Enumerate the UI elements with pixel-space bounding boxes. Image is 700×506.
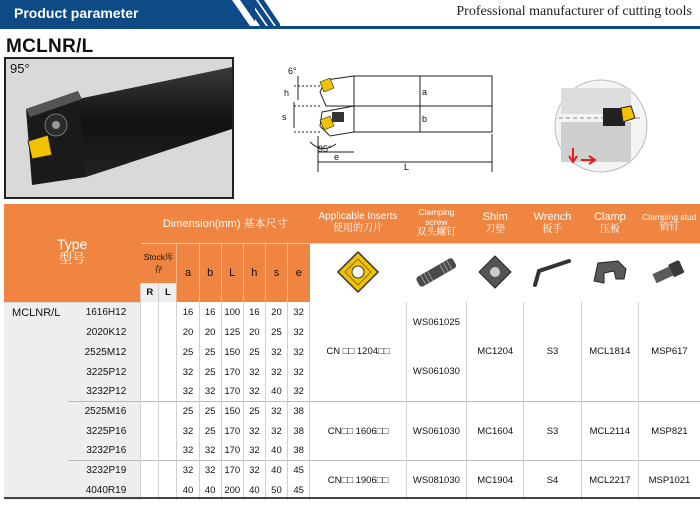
screw-icon — [411, 252, 461, 292]
cell-a: 25 — [177, 343, 199, 363]
cell-e: 32 — [288, 343, 310, 363]
cell-b: 25 — [199, 362, 221, 382]
acc-header-stud-cn: 销钉 — [659, 222, 680, 234]
stock-r — [141, 461, 159, 481]
dim-col-e: e — [288, 243, 310, 302]
cell-e: 45 — [288, 461, 310, 481]
cell-s: 25 — [265, 323, 287, 343]
row-code: 3232P12 — [68, 382, 140, 402]
cell-L: 125 — [221, 323, 243, 343]
table-row — [4, 302, 700, 323]
acc-header-screw-en: Clamping screw — [418, 207, 455, 228]
drawing-label-h: h — [284, 88, 290, 98]
cell-s: 20 — [265, 302, 287, 323]
cell-s: 32 — [265, 421, 287, 441]
cell-L: 150 — [221, 402, 243, 422]
technical-drawing — [270, 62, 500, 180]
cell-e: 32 — [288, 323, 310, 343]
acc-header-clamp — [581, 204, 638, 243]
row-code: 2525M12 — [68, 343, 140, 363]
wrench-g16: S3 — [524, 402, 581, 461]
table-row — [4, 461, 700, 481]
drawing-label-a: a — [422, 87, 428, 97]
row-code: 4040R19 — [68, 480, 140, 500]
clamp-g19: MCL2217 — [581, 461, 638, 500]
dimension-header: Dimension(mm) 基本尺寸 — [141, 204, 310, 243]
tool-holder-icon — [6, 59, 232, 197]
stock-l — [159, 441, 177, 461]
drawing-label-s: s — [282, 112, 287, 122]
cell-a: 25 — [177, 402, 199, 422]
row-code: 2525M16 — [68, 402, 140, 422]
drawing-label-b: b — [422, 114, 428, 124]
shim-g19: MC1904 — [467, 461, 524, 500]
table-row — [4, 402, 700, 422]
cell-a: 32 — [177, 441, 199, 461]
screw-g19: WS081030 — [406, 461, 466, 500]
row-code: 3225P12 — [68, 362, 140, 382]
cell-L: 200 — [221, 480, 243, 500]
cell-L: 170 — [221, 382, 243, 402]
parameter-table — [4, 204, 700, 500]
stock-l — [159, 302, 177, 323]
cell-h: 25 — [243, 402, 265, 422]
row-code: 1616H12 — [68, 302, 140, 323]
cell-e: 38 — [288, 402, 310, 422]
cell-h: 25 — [243, 343, 265, 363]
cell-e: 32 — [288, 362, 310, 382]
row-code: 3232P19 — [68, 461, 140, 481]
cell-h: 32 — [243, 461, 265, 481]
cell-h: 32 — [243, 441, 265, 461]
product-photo — [4, 57, 234, 199]
banner-stripes-icon — [232, 0, 280, 26]
clamp-g12: MCL1814 — [581, 302, 638, 401]
acc-header-screw — [406, 204, 466, 243]
stock-l — [159, 362, 177, 382]
row-code: 3232P16 — [68, 441, 140, 461]
acc-header-inserts — [310, 204, 407, 243]
acc-header-shim — [467, 204, 524, 243]
cell-s: 32 — [265, 362, 287, 382]
stock-r — [141, 441, 159, 461]
wrench-icon — [531, 255, 575, 289]
cell-s: 32 — [265, 402, 287, 422]
acc-header-screw-cn: 双头螺钉 — [416, 227, 457, 239]
shim-image — [467, 243, 524, 302]
type-header — [4, 204, 141, 302]
stock-r — [141, 382, 159, 402]
cell-h: 16 — [243, 302, 265, 323]
cell-b: 32 — [199, 441, 221, 461]
stock-col-r: R — [141, 283, 159, 303]
insert-g19: CN□□ 1906□□ — [310, 461, 407, 500]
acc-header-inserts-en: Applicable Inserts — [318, 211, 398, 223]
cell-b: 40 — [199, 480, 221, 500]
cell-e: 38 — [288, 441, 310, 461]
stock-l — [159, 461, 177, 481]
shim-icon — [476, 253, 514, 291]
cell-h: 32 — [243, 421, 265, 441]
stock-header-cn: 库存 — [154, 252, 174, 275]
cell-a: 32 — [177, 362, 199, 382]
cell-b: 20 — [199, 323, 221, 343]
stock-l — [159, 323, 177, 343]
stud-icon — [647, 255, 691, 289]
top-banner — [0, 0, 700, 30]
stock-l — [159, 343, 177, 363]
screw-g12b: WS061030 — [406, 343, 466, 402]
screw-g16: WS061030 — [406, 402, 466, 461]
model-title: MCLNR/L — [6, 36, 94, 57]
wrench-g19: S4 — [524, 461, 581, 500]
stud-g19: MSP1021 — [639, 461, 700, 500]
stud-g16: MSP821 — [639, 402, 700, 461]
stock-l — [159, 382, 177, 402]
acc-header-stud-en: Clamping stud — [642, 212, 697, 223]
cell-b: 32 — [199, 382, 221, 402]
acc-header-inserts-cn: 使用的刀片 — [332, 223, 383, 235]
cell-s: 40 — [265, 461, 287, 481]
clamp-g16: MCL2114 — [581, 402, 638, 461]
cell-a: 32 — [177, 421, 199, 441]
cell-L: 170 — [221, 441, 243, 461]
shim-g16: MC1604 — [467, 402, 524, 461]
table-bottom-rule — [4, 497, 700, 499]
stock-r — [141, 343, 159, 363]
acc-header-clamp-en: Clamp — [593, 210, 626, 223]
stock-r — [141, 402, 159, 422]
cell-b: 25 — [199, 402, 221, 422]
wrench-g12: S3 — [524, 302, 581, 401]
insert-g16: CN□□ 1606□□ — [310, 402, 407, 461]
clamp-image — [581, 243, 638, 302]
acc-header-stud — [639, 204, 700, 243]
insert-image — [310, 243, 407, 302]
cell-e: 32 — [288, 382, 310, 402]
acc-header-shim-en: Shim — [482, 210, 508, 223]
cell-e: 32 — [288, 302, 310, 323]
insert-icon — [335, 249, 381, 295]
cell-e: 45 — [288, 480, 310, 500]
shim-g12: MC1204 — [467, 302, 524, 401]
type-header-cn: 型号 — [59, 251, 86, 267]
stock-r — [141, 302, 159, 323]
stock-r — [141, 323, 159, 343]
stud-image — [639, 243, 700, 302]
wrench-image — [524, 243, 581, 302]
cell-L: 170 — [221, 461, 243, 481]
cell-L: 170 — [221, 362, 243, 382]
banner-rule — [0, 26, 700, 29]
dim-col-s: s — [265, 243, 287, 302]
screw-g12a: WS061025 — [406, 302, 466, 342]
cell-e: 38 — [288, 421, 310, 441]
cell-a: 40 — [177, 480, 199, 500]
cell-L: 170 — [221, 421, 243, 441]
cell-h: 20 — [243, 323, 265, 343]
stud-g12: MSP617 — [639, 302, 700, 401]
cell-a: 32 — [177, 382, 199, 402]
row-code: 3225P16 — [68, 421, 140, 441]
family-label: MCLNR/L — [4, 302, 68, 500]
usage-inset-icon — [553, 78, 649, 174]
cell-L: 150 — [221, 343, 243, 363]
stock-col-l: L — [159, 283, 177, 303]
acc-header-wrench — [524, 204, 581, 243]
dim-col-h: h — [243, 243, 265, 302]
row-code: 2020K12 — [68, 323, 140, 343]
acc-header-clamp-cn: 压板 — [599, 223, 620, 235]
clamp-icon — [588, 255, 632, 289]
cell-h: 32 — [243, 362, 265, 382]
cell-s: 40 — [265, 441, 287, 461]
cell-b: 16 — [199, 302, 221, 323]
cell-b: 32 — [199, 461, 221, 481]
stock-l — [159, 421, 177, 441]
photo-angle-label: 95° — [10, 61, 30, 76]
dim-col-b: b — [199, 243, 221, 302]
banner-title: Product parameter — [14, 5, 139, 21]
cell-a: 16 — [177, 302, 199, 323]
cell-a: 32 — [177, 461, 199, 481]
cell-a: 20 — [177, 323, 199, 343]
dim-col-L: L — [221, 243, 243, 302]
cell-b: 25 — [199, 343, 221, 363]
cell-s: 40 — [265, 382, 287, 402]
stock-header-en: Stock — [143, 252, 165, 263]
screw-image — [406, 243, 466, 302]
cell-L: 100 — [221, 302, 243, 323]
drawing-angle-small: 6° — [288, 66, 297, 76]
type-header-en: Type — [56, 236, 88, 253]
drawing-angle-main: 95° — [318, 144, 332, 154]
dim-col-a: a — [177, 243, 199, 302]
acc-header-wrench-cn: 扳手 — [542, 223, 563, 235]
stock-header — [141, 243, 177, 282]
acc-header-wrench-en: Wrench — [533, 210, 572, 223]
drawing-label-L: L — [404, 162, 410, 172]
cell-h: 32 — [243, 382, 265, 402]
stock-r — [141, 362, 159, 382]
drawing-label-e: e — [334, 152, 340, 162]
cell-s: 32 — [265, 343, 287, 363]
cell-s: 50 — [265, 480, 287, 500]
banner-tagline: Professional manufacturer of cutting tools — [456, 4, 692, 19]
stock-l — [159, 402, 177, 422]
acc-header-shim-cn: 刀垫 — [485, 223, 506, 235]
insert-g12: CN □□ 1204□□ — [310, 302, 407, 401]
cell-b: 25 — [199, 421, 221, 441]
cell-h: 40 — [243, 480, 265, 500]
stock-r — [141, 421, 159, 441]
